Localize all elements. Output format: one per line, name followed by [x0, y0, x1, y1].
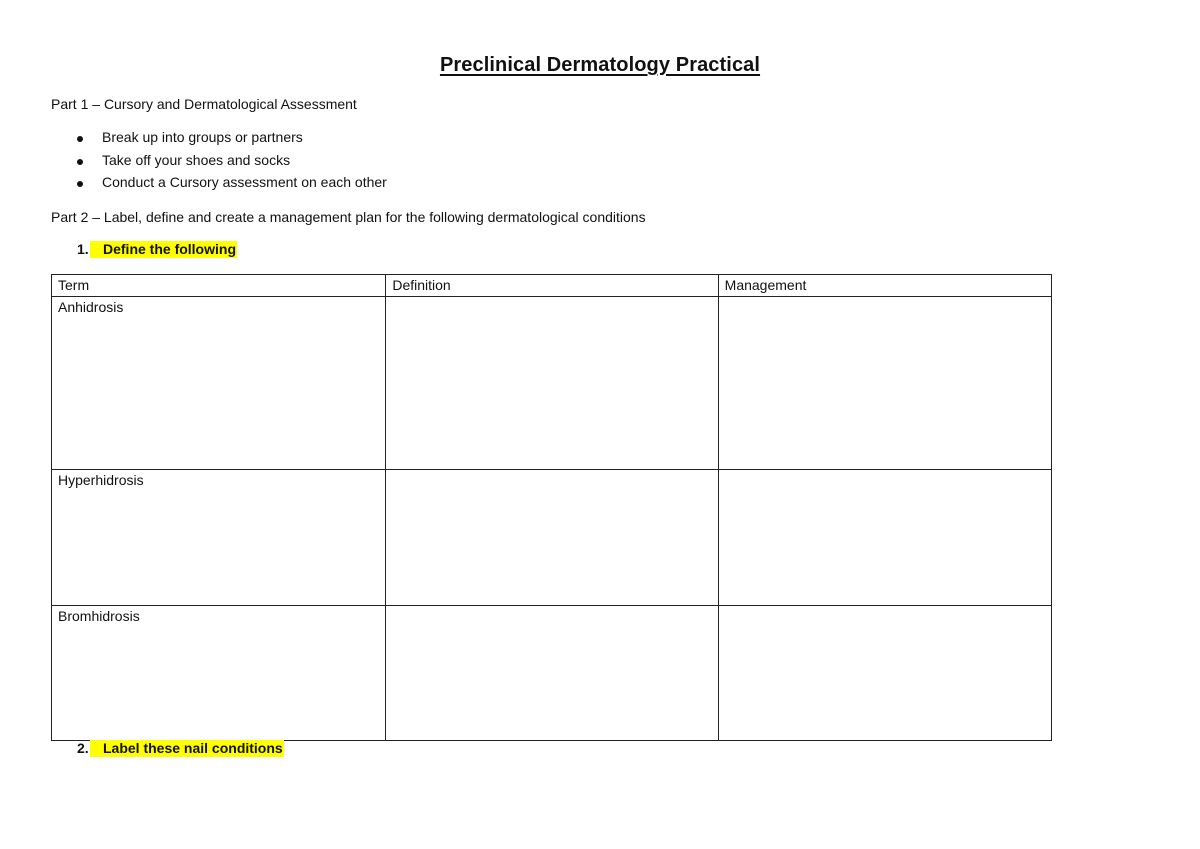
bullet-icon: [77, 136, 83, 142]
table-row: [52, 470, 1052, 606]
management-cell[interactable]: [718, 297, 1051, 470]
list-item: [77, 174, 387, 197]
part1-text: – Cursory and Dermatological Assessment: [88, 96, 357, 112]
part1-prefix: Part: [51, 96, 81, 112]
section2-label: Label these nail conditions: [90, 740, 284, 757]
list-item: [77, 152, 387, 175]
term-cell: Hyperhidrosis: [52, 470, 386, 606]
section1-heading: [77, 241, 237, 258]
term-cell: Bromhidrosis: [52, 606, 386, 741]
definition-cell[interactable]: [386, 606, 718, 741]
header-term: Term: [52, 275, 386, 297]
section1-number: 1.: [77, 241, 89, 257]
bullet-icon: [77, 159, 83, 165]
management-cell[interactable]: [718, 470, 1051, 606]
table-row: [52, 606, 1052, 741]
list-item: [77, 129, 387, 152]
definition-cell[interactable]: [386, 297, 718, 470]
header-management: Management: [718, 275, 1051, 297]
definition-cell[interactable]: [386, 470, 718, 606]
part2-heading: Part 2 – Label, define and create a management plan for the following dermatological conditions: [51, 209, 646, 225]
list-item-text: Take off your shoes and socks: [102, 151, 291, 168]
term-cell: Anhidrosis: [52, 297, 386, 470]
part1-number: 1: [80, 96, 89, 112]
table-row: [52, 297, 1052, 470]
section1-label: Define the following: [90, 241, 237, 258]
list-item-text: Break up into groups or partners: [102, 129, 303, 145]
list-item-text: Conduct a Cursory assessment on each other: [102, 174, 387, 190]
part1-heading: [51, 96, 357, 112]
bullet-icon: [77, 181, 83, 187]
instruction-list: [77, 129, 387, 197]
document-title: Preclinical Dermatology Practical: [439, 54, 761, 76]
conditions-table: [51, 274, 1052, 741]
management-cell[interactable]: [718, 606, 1051, 741]
table-header-row: [52, 275, 1052, 297]
section2-heading: [77, 740, 284, 757]
header-definition: Definition: [386, 275, 718, 297]
section2-number: 2.: [77, 740, 89, 756]
